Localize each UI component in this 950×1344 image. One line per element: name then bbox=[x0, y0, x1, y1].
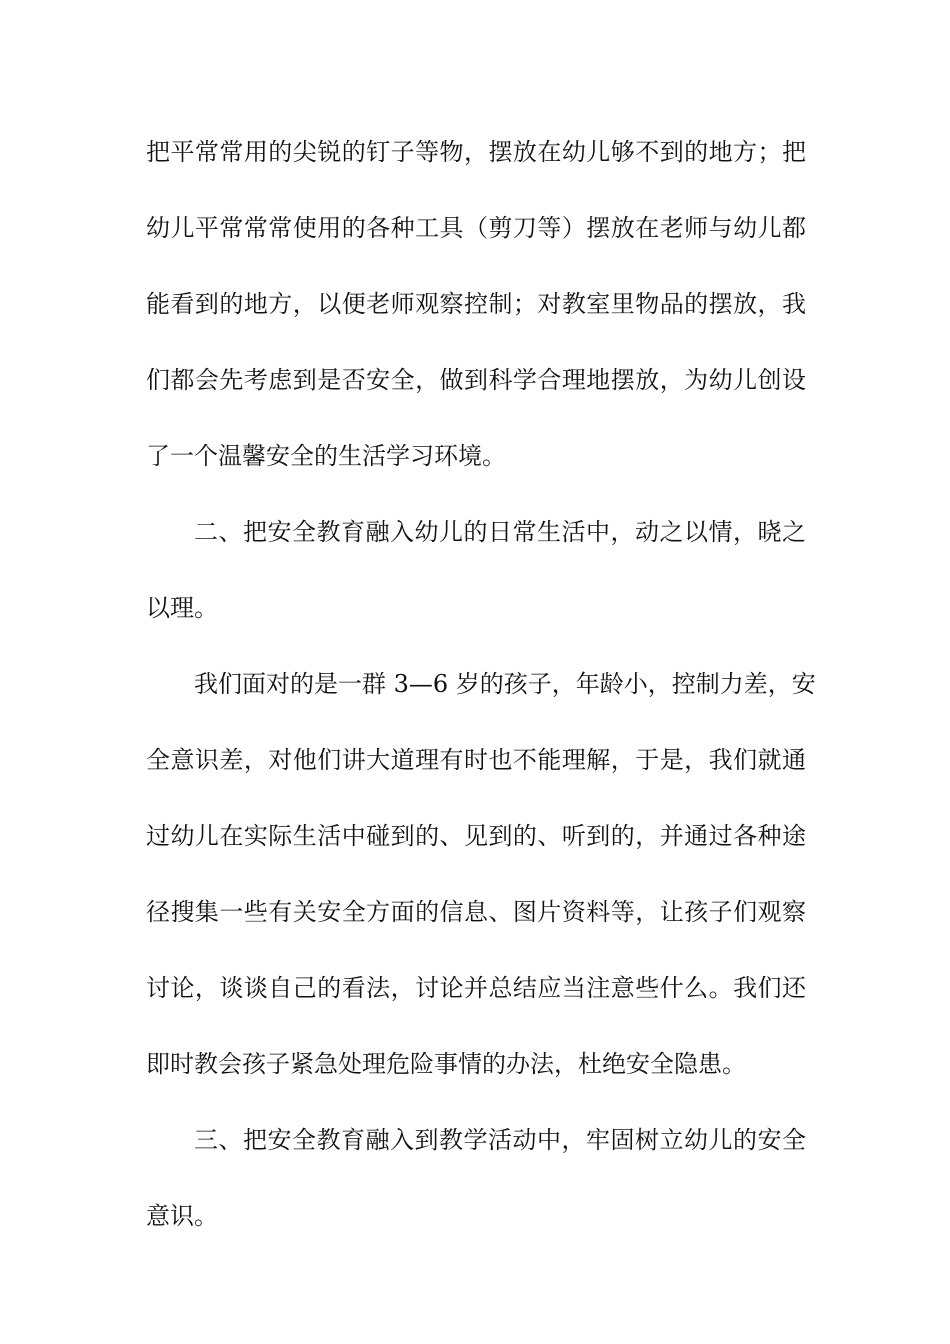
paragraph-line: 们都会先考虑到是否安全，做到科学合理地摆放，为幼儿创设 bbox=[146, 366, 806, 394]
heading-line: 意识。 bbox=[146, 1202, 218, 1230]
paragraph-line: 径搜集一些有关安全方面的信息、图片资料等，让孩子们观察 bbox=[146, 898, 806, 926]
section-heading bbox=[146, 518, 806, 670]
paragraph-line: 即时教会孩子紧急处理危险事情的办法，杜绝安全隐患。 bbox=[146, 1050, 746, 1078]
paragraph-line: 我们面对的是一群 3—6 岁的孩子，年龄小，控制力差，安 bbox=[194, 670, 816, 698]
paragraph-line: 了一个温馨安全的生活学习环境。 bbox=[146, 442, 506, 470]
heading-line: 三、把安全教育融入到教学活动中，牢固树立幼儿的安全 bbox=[194, 1126, 806, 1154]
heading-line: 以理。 bbox=[146, 594, 218, 622]
paragraph-line: 幼儿平常常常使用的各种工具（剪刀等）摆放在老师与幼儿都 bbox=[146, 214, 806, 242]
section-heading bbox=[146, 1126, 806, 1278]
paragraph-line: 过幼儿在实际生活中碰到的、见到的、听到的，并通过各种途 bbox=[146, 822, 806, 850]
body-paragraph bbox=[146, 138, 806, 518]
paragraph-line: 把平常常用的尖锐的钉子等物，摆放在幼儿够不到的地方；把 bbox=[146, 138, 806, 166]
paragraph-line: 讨论，谈谈自己的看法，讨论并总结应当注意些什么。我们还 bbox=[146, 974, 806, 1002]
paragraph-line: 能看到的地方，以便老师观察控制；对教室里物品的摆放，我 bbox=[146, 290, 806, 318]
paragraph-line: 全意识差，对他们讲大道理有时也不能理解，于是，我们就通 bbox=[146, 746, 806, 774]
heading-line: 二、把安全教育融入幼儿的日常生活中，动之以情，晓之 bbox=[194, 518, 806, 546]
body-paragraph bbox=[146, 670, 816, 1126]
